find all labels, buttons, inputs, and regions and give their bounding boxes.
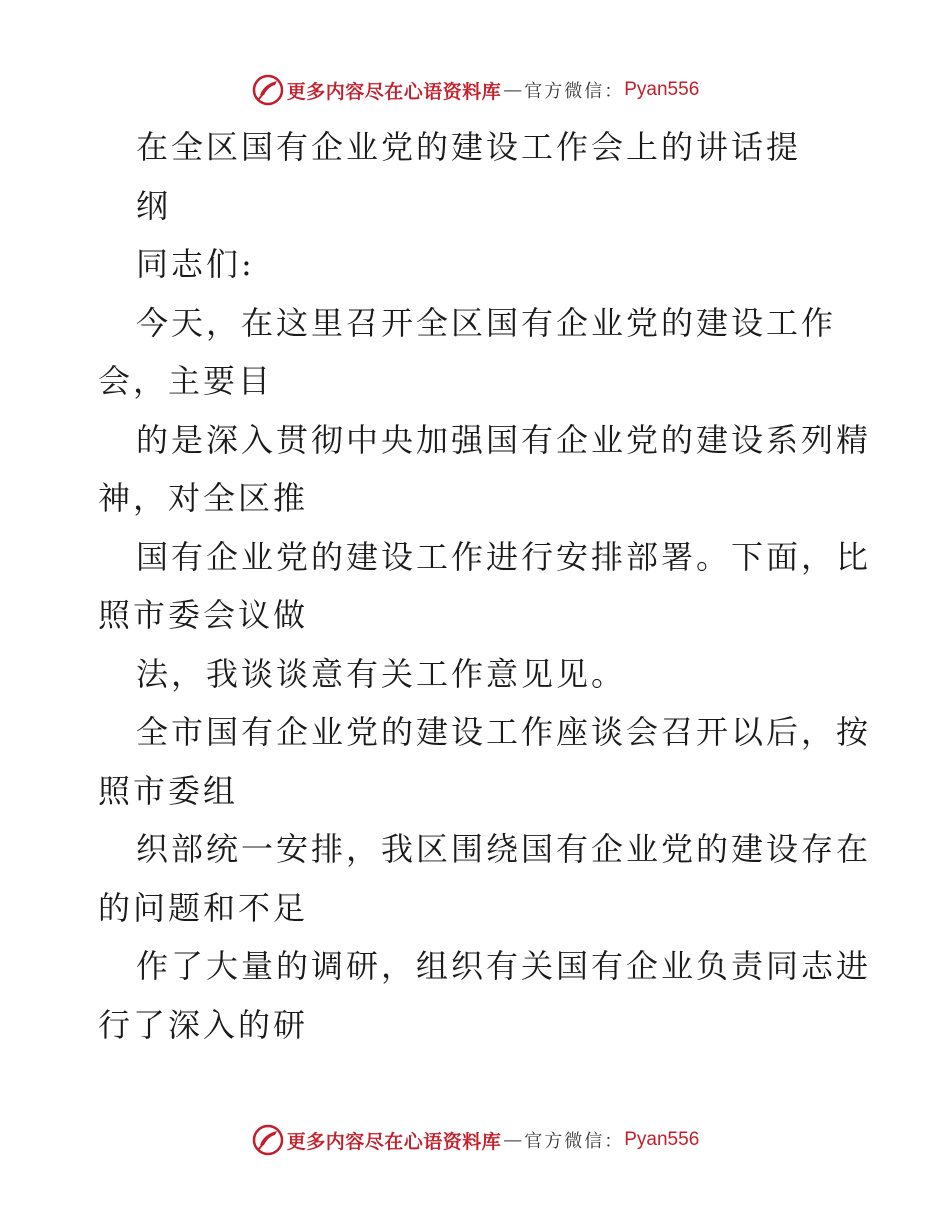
banner-wechat-label: 官方微信： bbox=[524, 1131, 625, 1152]
document-title-line-1: 在全区国有企业党的建设工作会上的讲话提 bbox=[136, 128, 802, 166]
document-title-line-2: 纲 bbox=[136, 186, 172, 225]
paragraph-line: 今天，在这里召开全区国有企业党的建设工作 bbox=[136, 303, 837, 342]
paragraph-line: 作了大量的调研，组织有关国有企业负责同志进 bbox=[136, 947, 872, 985]
paragraph-line: 会，主要目 bbox=[98, 362, 274, 400]
pen-logo-icon bbox=[251, 1123, 285, 1157]
paragraph-line: 照市委组 bbox=[98, 771, 239, 810]
paragraph-line: 的问题和不足 bbox=[98, 888, 309, 927]
document-body bbox=[98, 118, 872, 1054]
salutation: 同志们: bbox=[136, 245, 255, 283]
paragraph-line: 国有企业党的建设工作进行安排部署。下面，比 bbox=[136, 537, 872, 576]
banner-wechat-id: Pyan556 bbox=[624, 79, 700, 100]
paragraph-line: 照市委会议做 bbox=[98, 596, 309, 634]
banner-dash: — bbox=[503, 1129, 523, 1151]
paragraph-line: 全市国有企业党的建设工作座谈会召开以后，按 bbox=[136, 713, 872, 751]
header-banner bbox=[0, 70, 950, 110]
banner-slogan: 更多内容尽在心语资料库 bbox=[286, 1130, 502, 1153]
paragraph-line: 织部统一安排，我区围绕国有企业党的建设存在 bbox=[136, 830, 872, 868]
banner-wechat-label: 官方微信： bbox=[524, 81, 625, 102]
paragraph-line: 行了深入的研 bbox=[98, 1005, 309, 1044]
banner-dash: — bbox=[503, 79, 523, 101]
pen-logo-icon bbox=[251, 73, 285, 107]
banner-slogan: 更多内容尽在心语资料库 bbox=[286, 80, 502, 103]
banner-wechat-id: Pyan556 bbox=[624, 1129, 700, 1150]
paragraph-line: 法，我谈谈意有关工作意见见。 bbox=[136, 654, 627, 693]
footer-banner bbox=[0, 1120, 950, 1160]
paragraph-line: 的是深入贯彻中央加强国有企业党的建设系列精 bbox=[136, 420, 872, 459]
paragraph-line: 神，对全区推 bbox=[98, 479, 309, 517]
